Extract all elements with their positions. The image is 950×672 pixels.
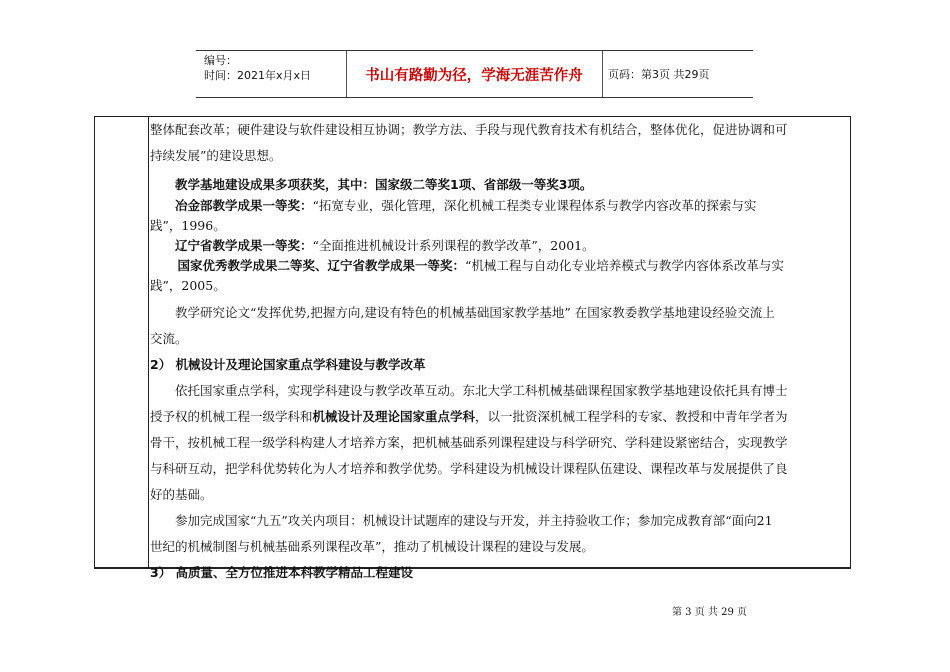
paragraph-text: ，以一批资深机械工程学科的专家、教授和中青年学者为 — [475, 409, 788, 424]
award-text: “拓宽专业，强化管理，深化机械工程类专业课程体系与教学内容改革的探索与实 — [312, 198, 757, 213]
paragraph-line: 依托国家重点学科，实现学科建设与教学改革互动。东北大学工科机械基础课程国家教学基地建设依托具有博士 — [175, 383, 788, 398]
paragraph-line: 整体配套改革；硬件建设与软件建设相互协调；教学方法、手段与现代教育技术有机结合，整体优化，促进协调和可 — [150, 122, 788, 137]
paragraph-line: 好的基础。 — [150, 487, 213, 502]
paragraph-text: 授予权的机械工程一级学科和 — [150, 409, 313, 424]
section-title: 3） 高质量、全方位推进本科教学精品工程建设 — [150, 565, 414, 580]
paragraph-line: 与科研互动，把学科优势转化为人才培养和教学优势。学科建设为机械设计课程队伍建设、课程改革与发展提供了良 — [150, 461, 788, 476]
award-label: 辽宁省教学成果一等奖： — [175, 238, 313, 253]
content-body — [150, 117, 848, 586]
header-page-code: 页码：第3页 共29页 — [608, 68, 710, 81]
paragraph-line: 世纪的机械制图与机械基础系列课程改革”，推动了机械设计课程的建设与发展。 — [150, 539, 594, 554]
header-divider — [346, 51, 347, 97]
award-summary: 教学基地建设成果多项获奖，其中：国家级二等奖1项、省部级一等奖3项。 — [175, 177, 593, 192]
award-text: “机械工程与自动化专业培养模式与教学内容体系改革与实 — [465, 258, 784, 273]
award-label: 国家优秀教学成果二等奖、辽宁省教学成果一等奖： — [177, 258, 466, 273]
paragraph-line: 参加完成国家“九五”攻关内项目：机械设计试题库的建设与开发，并主持验收工作；参加完成教育部“面向21 — [175, 513, 773, 528]
header-motto: 书山有路勤为径，学海无涯苦作舟 — [365, 68, 583, 84]
page-header — [196, 50, 753, 98]
award-text: 践”，1996。 — [150, 218, 226, 233]
time-label: 时间：2021年x月x日 — [204, 69, 312, 82]
paper-line: 交流。 — [150, 331, 188, 346]
number-label: 编号： — [204, 54, 237, 67]
section-title: 2） 机械设计及理论国家重点学科建设与教学改革 — [150, 357, 426, 372]
award-list — [150, 196, 848, 296]
header-divider — [602, 51, 603, 97]
paragraph-bold-text: 机械设计及理论国家重点学科 — [312, 409, 476, 424]
award-text: “全面推进机械设计系列课程的教学改革”，2001。 — [312, 238, 595, 253]
table-column-divider — [148, 117, 149, 567]
award-text: 践”，2005。 — [150, 278, 226, 293]
page-footer: 第 3 页 共 29 页 — [672, 607, 747, 618]
paragraph-line: 持续发展”的建设思想。 — [150, 148, 282, 163]
paragraph-line — [150, 404, 848, 430]
award-label: 冶金部教学成果一等奖： — [175, 198, 313, 213]
header-meta — [204, 53, 311, 83]
paragraph-line: 骨干，按机械工程一级学科构建人才培养方案，把机械基础系列课程建设与科学研究、学科建设紧密结合，实现教学 — [150, 435, 788, 450]
paper-line: 教学研究论文“发挥优势,把握方向,建设有特色的机械基础国家教学基地” 在国家教委教学基地建设经验交流上 — [175, 305, 775, 320]
